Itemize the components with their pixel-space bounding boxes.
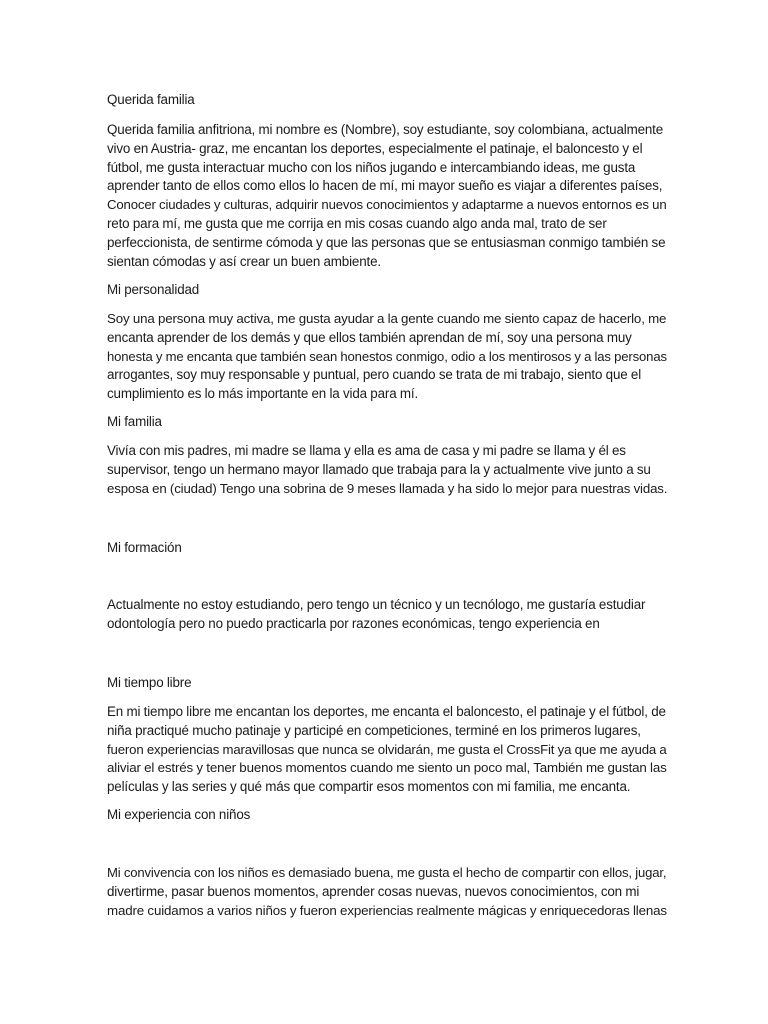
text-line: supervisor, tengo un hermano mayor llamado que trabaja para la y actualmente vive junto a su: [107, 461, 651, 477]
paragraph: [107, 121, 667, 271]
text-line: Mi convivencia con los niños es demasiado buena, me gusta el hecho de compartir con ellos, jugar,: [107, 865, 667, 880]
text-line: fueron experiencias maravillosas que nunca se olvidarán, me gusta el CrossFit ya que me ayuda a: [107, 741, 667, 757]
paragraph: [107, 703, 667, 797]
section-heading: [107, 806, 667, 825]
text-line: aprender tanto de ellos como ellos lo hacen de mí, mi mayor sueño es viajar a diferentes países,: [107, 178, 663, 194]
text-line: películas y las series y qué más que compartir esos momentos con mi familia, me encanta.: [107, 779, 631, 795]
text-line: madre cuidamos a varios niños y fueron experiencias realmente mágicas y enriquecedoras llenas: [107, 902, 667, 918]
text-line: esposa en (ciudad) Tengo una sobrina de 9 meses llamada y ha sido lo mejor para nuestras vidas.: [107, 480, 668, 496]
heading-text: Mi experiencia con niños: [107, 807, 251, 822]
paragraph: [107, 596, 667, 634]
text-line: perfeccionista, de sentirme cómoda y que las personas que se entusiasman conmigo también se: [107, 234, 666, 250]
heading-text: Mi personalidad: [107, 282, 200, 297]
paragraph: [107, 442, 667, 498]
text-line: Querida familia anfitriona, mi nombre es (Nombre), soy estudiante, soy colombiana, actualmente: [107, 122, 664, 137]
text-line: aliviar el estrés y tener buenos momentos cuando me siento un poco mal, También me gustan las: [107, 760, 667, 776]
text-line: Vivía con mis padres, mi madre se llama y ella es ama de casa y mi padre se llama y él es: [107, 443, 626, 458]
text-line: arrogantes, soy muy responsable y puntual, pero cuando se trata de mi trabajo, siento que el: [107, 367, 642, 383]
paragraph: [107, 310, 667, 404]
section-heading: [107, 674, 667, 693]
heading-text: Mi tiempo libre: [107, 675, 192, 690]
text-line: divertirme, pasar buenos momentos, aprender cosas nuevas, nuevos conocimientos, con mi: [107, 883, 640, 899]
heading-text: Mi formación: [107, 540, 182, 555]
text-line: vivo en Austria- graz, me encantan los deportes, especialmente el patinaje, el baloncesto y el: [107, 140, 643, 156]
text-line: niña practiqué mucho patinaje y participé en competiciones, terminé en los primeros lugares,: [107, 722, 641, 738]
paragraph: [107, 864, 667, 920]
section-heading: [107, 281, 667, 300]
text-line: Actualmente no estoy estudiando, pero tengo un técnico y un tecnólogo, me gustaría estudiar: [107, 597, 646, 612]
text-line: sientan cómodas y así crear un buen ambiente.: [107, 253, 381, 269]
text-line: En mi tiempo libre me encantan los deportes, me encanta el baloncesto, el patinaje y el fútbol, de: [107, 704, 666, 719]
text-line: cumplimiento es lo más importante en la vida para mí.: [107, 386, 419, 402]
text-line: fútbol, me gusta interactuar mucho con los niños jugando e intercambiando ideas, me gusta: [107, 159, 636, 175]
section-heading: [107, 539, 667, 558]
section-heading: [107, 91, 667, 110]
text-line: Conocer ciudades y culturas, adquirir nuevos conocimientos y adaptarme a nuevos entornos es un: [107, 197, 667, 213]
text-line: Soy una persona muy activa, me gusta ayudar a la gente cuando me siento capaz de hacerlo, me: [107, 311, 667, 326]
text-line: odontología pero no puedo practicarla por razones económicas, tengo experiencia en: [107, 615, 600, 631]
section-heading: [107, 413, 667, 432]
text-line: reto para mí, me gusta que me corrija en mis cosas cuando algo anda mal, trato de ser: [107, 215, 607, 231]
text-line: encanta aprender de los demás y que ellos también aprendan de mí, soy una persona muy: [107, 329, 632, 345]
heading-text: Querida familia: [107, 92, 195, 107]
text-line: honesta y me encanta que también sean honestos conmigo, odio a los mentirosos y a las personas: [107, 348, 667, 364]
heading-text: Mi familia: [107, 414, 162, 429]
